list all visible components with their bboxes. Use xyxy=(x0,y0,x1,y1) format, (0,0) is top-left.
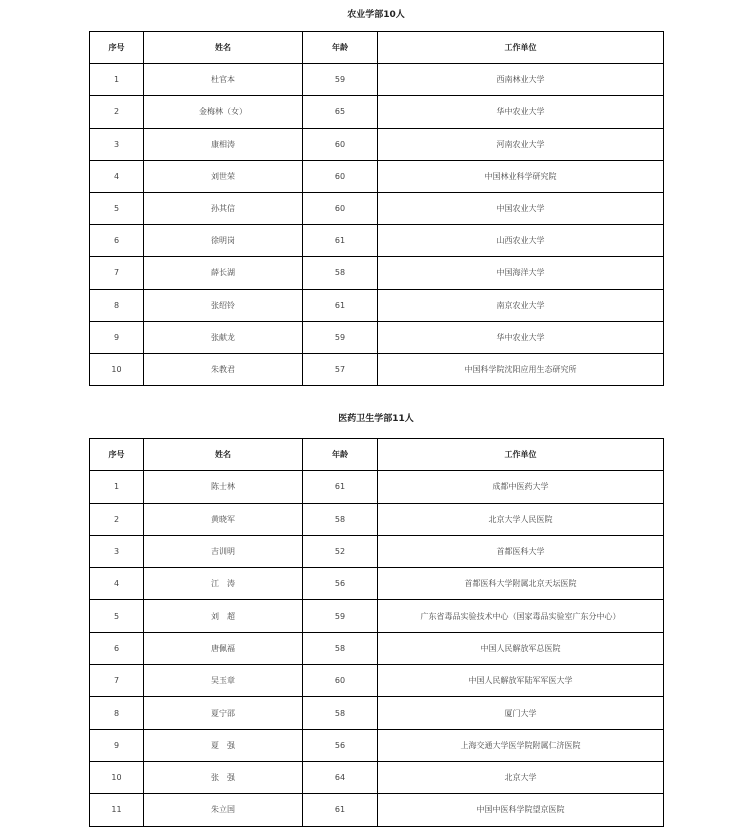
cell-age: 56 xyxy=(303,729,378,761)
cell-age: 57 xyxy=(303,353,378,385)
table-row xyxy=(90,289,664,321)
table-row xyxy=(90,761,664,793)
cell-name: 张献龙 xyxy=(144,321,303,353)
cell-name: 唐佩福 xyxy=(144,632,303,664)
cell-affiliation: 中国科学院沈阳应用生态研究所 xyxy=(378,353,664,385)
cell-age: 58 xyxy=(303,503,378,535)
header-affiliation: 工作单位 xyxy=(378,439,664,471)
header-name: 姓名 xyxy=(144,32,303,64)
cell-age: 58 xyxy=(303,697,378,729)
cell-age: 58 xyxy=(303,257,378,289)
cell-index: 11 xyxy=(90,794,144,826)
cell-age: 60 xyxy=(303,665,378,697)
academician-table xyxy=(89,438,664,827)
cell-name: 夏宁邵 xyxy=(144,697,303,729)
cell-age: 61 xyxy=(303,225,378,257)
cell-name: 陈士林 xyxy=(144,471,303,503)
table-row xyxy=(90,794,664,826)
cell-name: 徐明岗 xyxy=(144,225,303,257)
header-index: 序号 xyxy=(90,32,144,64)
cell-name: 杜官本 xyxy=(144,64,303,96)
cell-affiliation: 北京大学 xyxy=(378,761,664,793)
cell-affiliation: 华中农业大学 xyxy=(378,96,664,128)
table-row xyxy=(90,353,664,385)
table-row xyxy=(90,96,664,128)
cell-affiliation: 首都医科大学附属北京天坛医院 xyxy=(378,568,664,600)
table-row xyxy=(90,665,664,697)
cell-index: 7 xyxy=(90,257,144,289)
table-row xyxy=(90,503,664,535)
cell-name: 孙其信 xyxy=(144,192,303,224)
cell-age: 61 xyxy=(303,471,378,503)
cell-affiliation: 成都中医药大学 xyxy=(378,471,664,503)
cell-affiliation: 中国人民解放军陆军军医大学 xyxy=(378,665,664,697)
cell-index: 4 xyxy=(90,160,144,192)
table-row xyxy=(90,192,664,224)
cell-name: 朱教君 xyxy=(144,353,303,385)
table-header-row xyxy=(90,439,664,471)
cell-index: 10 xyxy=(90,353,144,385)
section-title: 农业学部10人 xyxy=(347,10,405,20)
cell-age: 61 xyxy=(303,289,378,321)
header-name: 姓名 xyxy=(144,439,303,471)
section-agriculture xyxy=(89,7,663,386)
cell-age: 64 xyxy=(303,761,378,793)
cell-index: 6 xyxy=(90,632,144,664)
cell-affiliation: 厦门大学 xyxy=(378,697,664,729)
cell-age: 56 xyxy=(303,568,378,600)
cell-age: 60 xyxy=(303,128,378,160)
cell-affiliation: 河南农业大学 xyxy=(378,128,664,160)
table-row xyxy=(90,632,664,664)
cell-affiliation: 华中农业大学 xyxy=(378,321,664,353)
cell-index: 5 xyxy=(90,600,144,632)
section-medicine xyxy=(89,411,663,827)
cell-age: 59 xyxy=(303,600,378,632)
cell-index: 7 xyxy=(90,665,144,697)
cell-affiliation: 中国中医科学院望京医院 xyxy=(378,794,664,826)
table-row xyxy=(90,729,664,761)
cell-name: 黄晓军 xyxy=(144,503,303,535)
table-body xyxy=(90,471,664,826)
cell-name: 朱立国 xyxy=(144,794,303,826)
cell-name: 刘 超 xyxy=(144,600,303,632)
cell-affiliation: 中国人民解放军总医院 xyxy=(378,632,664,664)
cell-index: 2 xyxy=(90,503,144,535)
table-row xyxy=(90,535,664,567)
cell-name: 薛长湖 xyxy=(144,257,303,289)
table-row xyxy=(90,568,664,600)
cell-index: 8 xyxy=(90,697,144,729)
cell-age: 60 xyxy=(303,160,378,192)
table-body xyxy=(90,64,664,386)
cell-index: 8 xyxy=(90,289,144,321)
table-row xyxy=(90,471,664,503)
cell-age: 61 xyxy=(303,794,378,826)
cell-affiliation: 山西农业大学 xyxy=(378,225,664,257)
cell-name: 金梅林（女） xyxy=(144,96,303,128)
cell-affiliation: 广东省毒品实验技术中心（国家毒品实验室广东分中心） xyxy=(378,600,664,632)
cell-age: 52 xyxy=(303,535,378,567)
cell-affiliation: 中国海洋大学 xyxy=(378,257,664,289)
cell-age: 60 xyxy=(303,192,378,224)
cell-index: 9 xyxy=(90,729,144,761)
cell-age: 59 xyxy=(303,321,378,353)
cell-affiliation: 南京农业大学 xyxy=(378,289,664,321)
cell-index: 3 xyxy=(90,535,144,567)
cell-affiliation: 上海交通大学医学院附属仁济医院 xyxy=(378,729,664,761)
cell-name: 刘世荣 xyxy=(144,160,303,192)
cell-affiliation: 中国农业大学 xyxy=(378,192,664,224)
cell-index: 6 xyxy=(90,225,144,257)
cell-index: 5 xyxy=(90,192,144,224)
cell-index: 2 xyxy=(90,96,144,128)
cell-affiliation: 首都医科大学 xyxy=(378,535,664,567)
header-age: 年龄 xyxy=(303,439,378,471)
cell-name: 康相涛 xyxy=(144,128,303,160)
table-row xyxy=(90,160,664,192)
academician-table xyxy=(89,31,664,386)
cell-age: 65 xyxy=(303,96,378,128)
cell-name: 夏 强 xyxy=(144,729,303,761)
cell-affiliation: 西南林业大学 xyxy=(378,64,664,96)
cell-name: 张 强 xyxy=(144,761,303,793)
table-row xyxy=(90,321,664,353)
cell-age: 58 xyxy=(303,632,378,664)
cell-name: 吉训明 xyxy=(144,535,303,567)
cell-name: 张绍铃 xyxy=(144,289,303,321)
table-header-row xyxy=(90,32,664,64)
cell-index: 10 xyxy=(90,761,144,793)
cell-name: 江 涛 xyxy=(144,568,303,600)
cell-index: 3 xyxy=(90,128,144,160)
header-index: 序号 xyxy=(90,439,144,471)
table-row xyxy=(90,128,664,160)
cell-index: 9 xyxy=(90,321,144,353)
cell-index: 1 xyxy=(90,64,144,96)
table-row xyxy=(90,225,664,257)
cell-name: 吴玉章 xyxy=(144,665,303,697)
section-title: 医药卫生学部11人 xyxy=(338,414,414,424)
table-row xyxy=(90,64,664,96)
cell-index: 1 xyxy=(90,471,144,503)
cell-affiliation: 北京大学人民医院 xyxy=(378,503,664,535)
header-age: 年龄 xyxy=(303,32,378,64)
cell-affiliation: 中国林业科学研究院 xyxy=(378,160,664,192)
cell-index: 4 xyxy=(90,568,144,600)
table-row xyxy=(90,697,664,729)
table-row xyxy=(90,257,664,289)
header-affiliation: 工作单位 xyxy=(378,32,664,64)
table-row xyxy=(90,600,664,632)
cell-age: 59 xyxy=(303,64,378,96)
